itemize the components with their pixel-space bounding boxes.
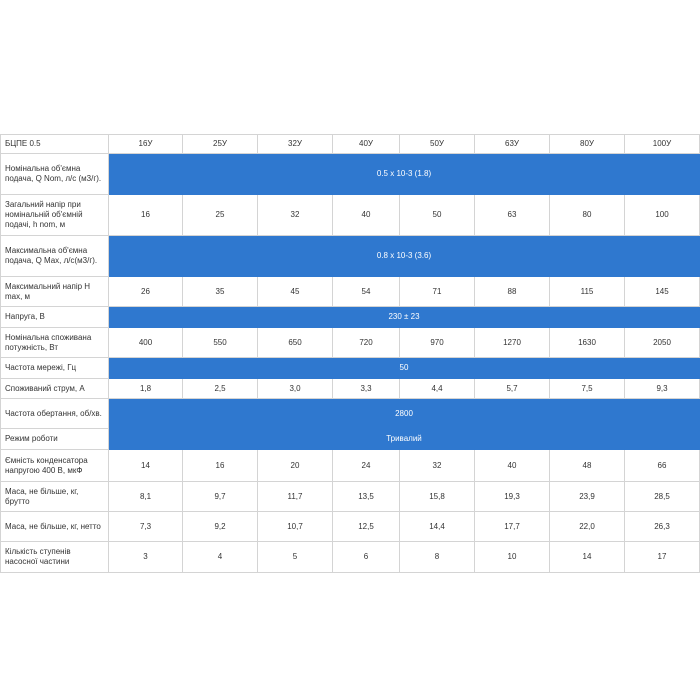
- value-cell: 115: [550, 277, 625, 307]
- table-row: [1, 482, 700, 512]
- value-cell: 5,7: [475, 379, 550, 399]
- value-cell: 22,0: [550, 512, 625, 542]
- value-cell: 17,7: [475, 512, 550, 542]
- value-cell: 14: [550, 542, 625, 573]
- value-cell: 2,5: [183, 379, 258, 399]
- value-cell: 7,3: [109, 512, 183, 542]
- table-row: [1, 379, 700, 399]
- value-cell: 16: [183, 450, 258, 482]
- value-cell: 10: [475, 542, 550, 573]
- value-cell: 10,7: [258, 512, 333, 542]
- value-cell: 14,4: [400, 512, 475, 542]
- value-cell: 8: [400, 542, 475, 573]
- value-cell: 9,3: [625, 379, 700, 399]
- model-header-cell: 16У: [109, 135, 183, 154]
- value-cell: 48: [550, 450, 625, 482]
- model-header-cell: 25У: [183, 135, 258, 154]
- value-cell: 40: [333, 195, 400, 236]
- value-cell: 1270: [475, 328, 550, 358]
- model-header-cell: 40У: [333, 135, 400, 154]
- value-cell: 3,0: [258, 379, 333, 399]
- table-row: [1, 328, 700, 358]
- spec-table: [0, 134, 700, 573]
- row-label: Споживаний струм, А: [1, 379, 109, 399]
- table-row: [1, 429, 700, 450]
- value-cell: 7,5: [550, 379, 625, 399]
- merged-value-cell: 50: [109, 358, 700, 379]
- row-label: Маса, не більше, кг, нетто: [1, 512, 109, 542]
- model-header-cell: 63У: [475, 135, 550, 154]
- value-cell: 970: [400, 328, 475, 358]
- value-cell: 11,7: [258, 482, 333, 512]
- value-cell: 26,3: [625, 512, 700, 542]
- value-cell: 24: [333, 450, 400, 482]
- row-label: Маса, не більше, кг, брутто: [1, 482, 109, 512]
- value-cell: 25: [183, 195, 258, 236]
- model-label-cell: БЦПЕ 0.5: [1, 135, 109, 154]
- row-label: Режим роботи: [1, 429, 109, 450]
- value-cell: 54: [333, 277, 400, 307]
- value-cell: 35: [183, 277, 258, 307]
- value-cell: 3,3: [333, 379, 400, 399]
- model-header-cell: 80У: [550, 135, 625, 154]
- merged-value-cell: 0.8 x 10-3 (3.6): [109, 236, 700, 277]
- value-cell: 9,7: [183, 482, 258, 512]
- value-cell: 20: [258, 450, 333, 482]
- table-row: [1, 542, 700, 573]
- model-header-cell: 32У: [258, 135, 333, 154]
- value-cell: 63: [475, 195, 550, 236]
- value-cell: 40: [475, 450, 550, 482]
- value-cell: 50: [400, 195, 475, 236]
- row-label: Напруга, В: [1, 307, 109, 328]
- value-cell: 100: [625, 195, 700, 236]
- table-row: [1, 358, 700, 379]
- table-row: [1, 399, 700, 429]
- value-cell: 1630: [550, 328, 625, 358]
- value-cell: 19,3: [475, 482, 550, 512]
- table-row: [1, 450, 700, 482]
- value-cell: 28,5: [625, 482, 700, 512]
- row-label: Частота обертання, об/хв.: [1, 399, 109, 429]
- value-cell: 1,8: [109, 379, 183, 399]
- value-cell: 16: [109, 195, 183, 236]
- table-row: [1, 195, 700, 236]
- value-cell: 12,5: [333, 512, 400, 542]
- model-header-cell: 100У: [625, 135, 700, 154]
- value-cell: 23,9: [550, 482, 625, 512]
- value-cell: 26: [109, 277, 183, 307]
- table-row: [1, 236, 700, 277]
- value-cell: 13,5: [333, 482, 400, 512]
- merged-value-cell: 0.5 x 10-3 (1.8): [109, 154, 700, 195]
- table-row: [1, 307, 700, 328]
- merged-value-cell: 230 ± 23: [109, 307, 700, 328]
- value-cell: 32: [258, 195, 333, 236]
- value-cell: 3: [109, 542, 183, 573]
- row-label: Кількість ступенів насосної частини: [1, 542, 109, 573]
- merged-value-cell: Тривалий: [109, 429, 700, 450]
- value-cell: 4,4: [400, 379, 475, 399]
- value-cell: 88: [475, 277, 550, 307]
- value-cell: 5: [258, 542, 333, 573]
- row-label: Частота мережі, Гц: [1, 358, 109, 379]
- table-header-row: [1, 135, 700, 154]
- value-cell: 400: [109, 328, 183, 358]
- row-label: Максимальна об'ємна подача, Q Max, л/с(м3/г).: [1, 236, 109, 277]
- table-row: [1, 154, 700, 195]
- value-cell: 80: [550, 195, 625, 236]
- value-cell: 17: [625, 542, 700, 573]
- model-header-cell: 50У: [400, 135, 475, 154]
- table-row: [1, 277, 700, 307]
- table-row: [1, 512, 700, 542]
- value-cell: 66: [625, 450, 700, 482]
- row-label: Номінальна споживана потужність, Вт: [1, 328, 109, 358]
- value-cell: 550: [183, 328, 258, 358]
- row-label: Ємність конденсатора напругою 400 В, мкФ: [1, 450, 109, 482]
- row-label: Максимальний напір H max, м: [1, 277, 109, 307]
- value-cell: 720: [333, 328, 400, 358]
- value-cell: 6: [333, 542, 400, 573]
- value-cell: 14: [109, 450, 183, 482]
- spec-table-body: [1, 135, 700, 573]
- value-cell: 32: [400, 450, 475, 482]
- value-cell: 2050: [625, 328, 700, 358]
- value-cell: 8,1: [109, 482, 183, 512]
- value-cell: 145: [625, 277, 700, 307]
- value-cell: 9,2: [183, 512, 258, 542]
- merged-value-cell: 2800: [109, 399, 700, 429]
- value-cell: 650: [258, 328, 333, 358]
- value-cell: 15,8: [400, 482, 475, 512]
- value-cell: 45: [258, 277, 333, 307]
- value-cell: 4: [183, 542, 258, 573]
- value-cell: 71: [400, 277, 475, 307]
- row-label: Номінальна об'ємна подача, Q Nom, л/с (м3/г).: [1, 154, 109, 195]
- row-label: Загальний напір при номінальній об'ємній подачі, h nom, м: [1, 195, 109, 236]
